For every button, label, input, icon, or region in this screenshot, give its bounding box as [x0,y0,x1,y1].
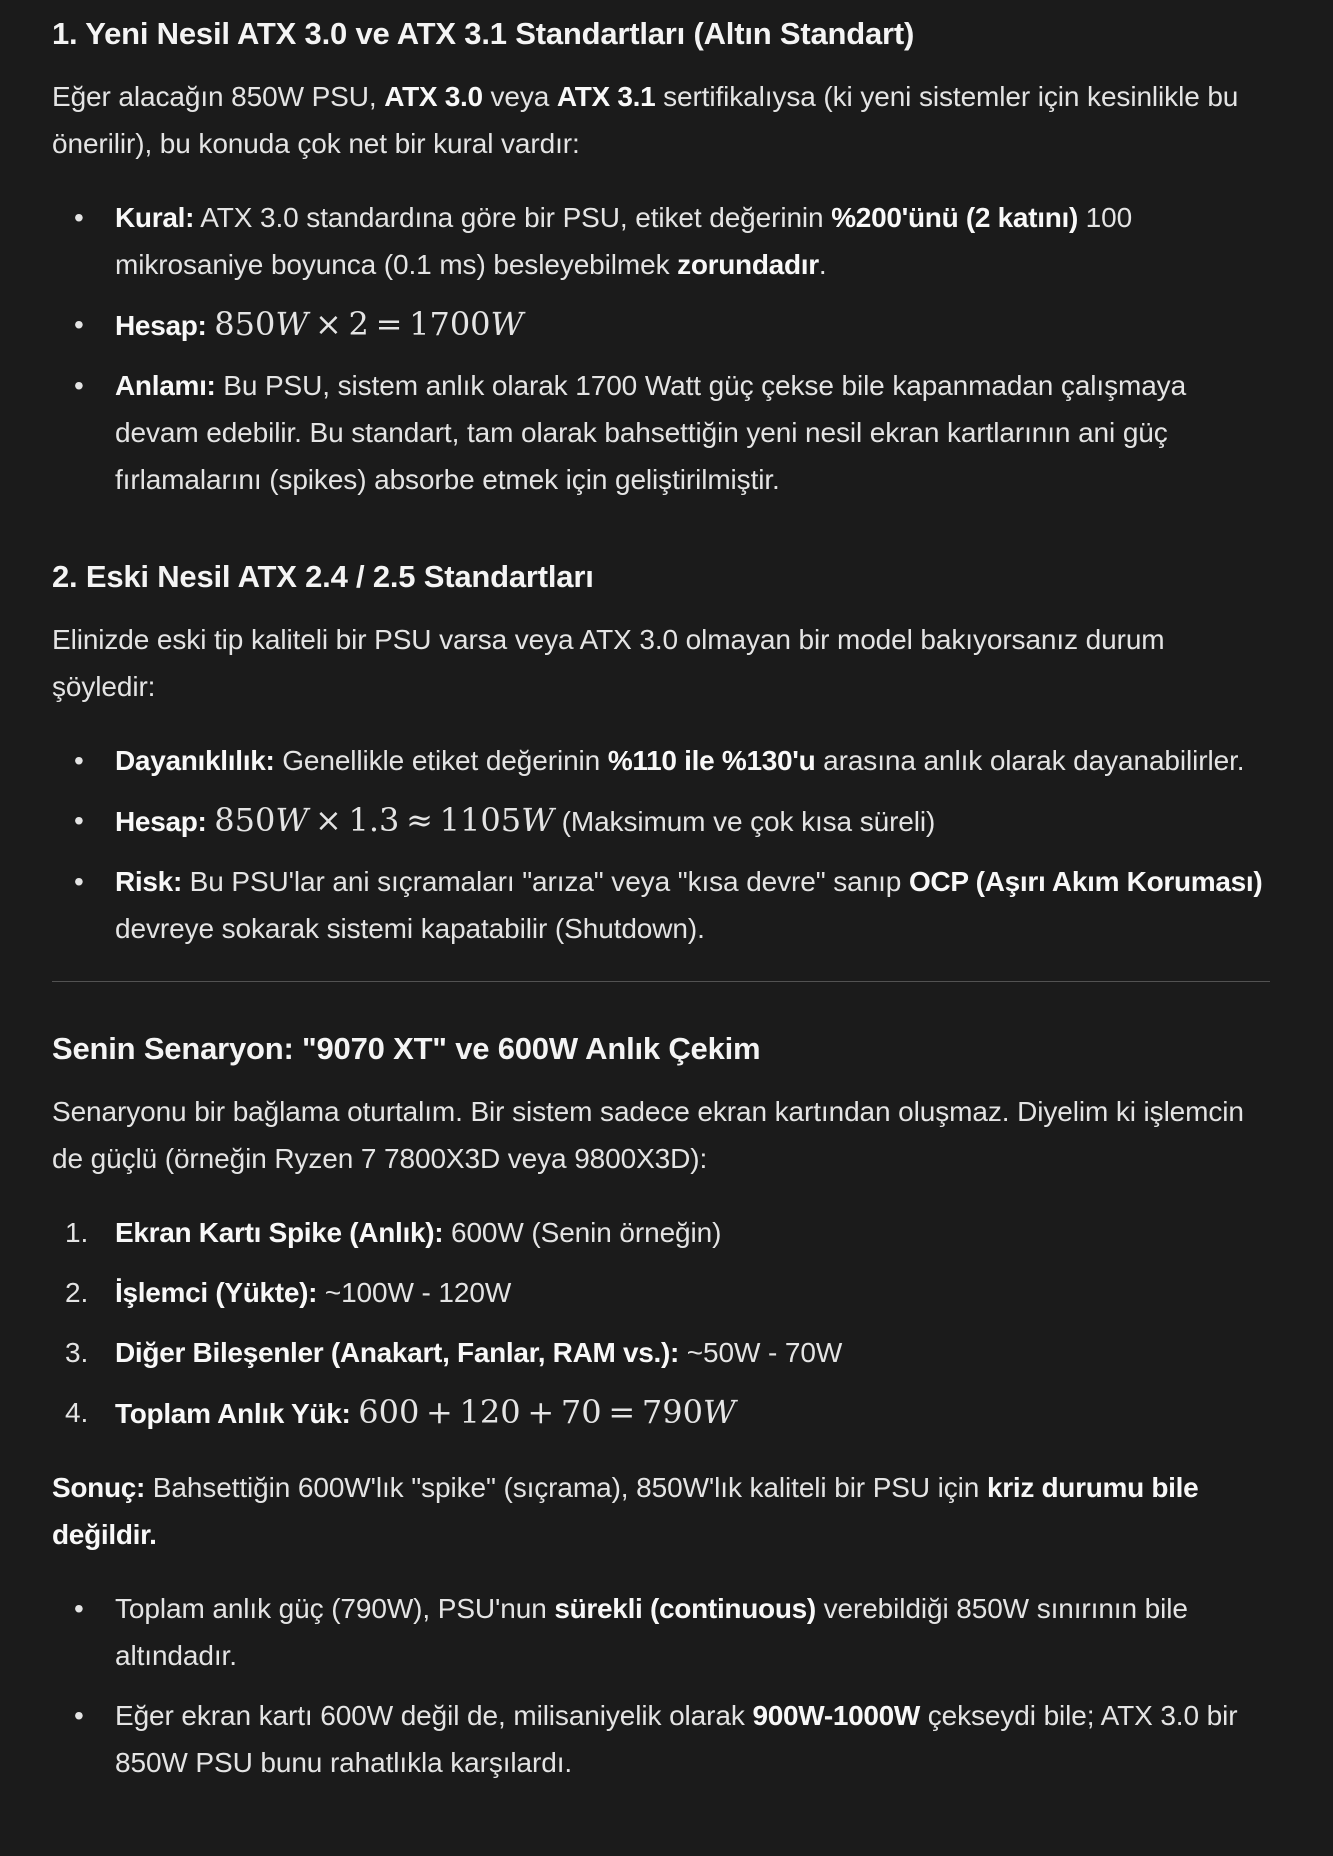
text-run: Bahsettiğin 600W'lık "spike" (sıçrama), 850W'lık kaliteli bir PSU için [145,1472,987,1503]
bold-text: OCP (Aşırı Akım Koruması) [908,866,1263,897]
bold-text: Kural: [115,202,195,233]
list-item [52,1269,1270,1316]
list-item [52,797,1270,845]
text-run: Eğer alacağın 850W PSU, [52,81,385,112]
list-item [52,1389,1270,1437]
bullet-list [52,1572,1270,1799]
list-marker: 3. [65,1337,89,1368]
text-run: ~100W - 120W [317,1277,512,1308]
text-run: 600W (Senin örneğin) [443,1217,722,1248]
text-run: Bu PSU, sistem anlık olarak 1700 Watt güç çekse bile kapanmadan çalışmaya devam edebilir. Bu standart, tam olarak bahsettiğin yeni nesil ekran kartlarının ani güç fırlamalarını (spikes) absorbe etmek için geliştirilmiştir. [115,370,1187,495]
bold-text: %110 ile %130'u [607,745,816,776]
bold-text: Hesap: [115,310,207,341]
list-item [52,301,1270,349]
bold-text: Sonuç: [52,1472,146,1503]
text-run: 1. Yeni Nesil ATX 3.0 ve ATX 3.1 Standartları (Altın Standart) [52,16,915,51]
math-variable: W [275,801,309,839]
math-number: 1700 [409,305,491,343]
numbered-list [52,1196,1270,1450]
assistant-message [52,0,1270,1799]
text-run: sertifikalıysa (ki yeni sistemler için kesinlikle bu önerilir), bu konuda çok net bir kural vardır: [52,81,1239,159]
text-run: ~50W - 70W [679,1337,843,1368]
text-run: Bu PSU'lar ani sıçramaları "arıza" veya "kısa devre" sanıp [181,866,909,897]
list-marker: 4. [65,1397,89,1428]
bullet-list [52,724,1270,965]
list-item [52,737,1270,784]
text-run: 2. Eski Nesil ATX 2.4 / 2.5 Standartları [52,559,594,594]
bold-text: Risk: [115,866,182,897]
bold-text: %200'ünü (2 katını) [831,202,1078,233]
text-run: Eğer ekran kartı 600W değil de, milisaniyelik olarak [115,1700,753,1731]
list-item [52,1585,1270,1679]
bold-text: ATX 3.0 [384,81,483,112]
text-run: verebildiği 850W sınırının bile altındadır. [115,1593,1188,1671]
math-operator: = [608,1393,636,1431]
math-number: 1.3 [348,801,400,839]
math-number: 120 [459,1393,521,1431]
list-item [52,362,1270,503]
bullet-list [52,181,1270,516]
math-operator: = [375,305,403,343]
math-variable: W [275,305,309,343]
math-operator: + [527,1393,555,1431]
math-number: 600 [358,1393,420,1431]
list-item [52,858,1270,952]
bold-text: Anlamı: [115,370,216,401]
math-number: 1105 [439,801,522,839]
text-run: Genellikle etiket değerinin [274,745,608,776]
bold-text: sürekli (continuous) [554,1593,816,1624]
math-operator: ≈ [406,801,433,839]
text-run: Senin Senaryon: "9070 XT" ve 600W Anlık Çekim [52,1031,761,1066]
bold-text: kriz durumu bile değildir. [52,1472,1199,1550]
list-marker: 1. [65,1217,89,1248]
list-marker: 2. [65,1277,89,1308]
text-run: . [818,249,827,280]
list-item [52,1692,1270,1786]
math-operator: × [314,305,342,343]
text-run: arasına anlık olarak dayanabilirler. [815,745,1245,776]
text-run: Toplam anlık güç (790W), PSU'nun [115,1593,555,1624]
math-variable: W [490,305,524,343]
text-run: (Maksimum ve çok kısa süreli) [553,806,936,837]
list-item [52,194,1270,288]
section-heading [52,556,1270,598]
section-divider [52,981,1270,982]
bold-text: ATX 3.1 [556,81,656,112]
math-number: 850 [214,305,276,343]
text-run: veya [482,81,557,112]
text-run: Senaryonu bir bağlama oturtalım. Bir sistem sadece ekran kartından oluşmaz. Diyelim ki işlemcin de güçlü (örneğin Ryzen 7 7800X3D veya 9800X3D): [52,1096,1244,1174]
bold-text: Toplam Anlık Yük: [115,1398,351,1429]
paragraph [52,616,1270,710]
section-heading [52,13,1270,55]
math-number: 70 [560,1393,602,1431]
bold-text: Ekran Kartı Spike (Anlık): [115,1217,444,1248]
math-number: 790 [641,1393,703,1431]
math-variable: W [702,1393,736,1431]
text-run: çekseydi bile; ATX 3.0 bir 850W PSU bunu rahatlıkla karşılardı. [115,1700,1238,1778]
math-number: 850 [214,801,276,839]
math-operator: × [314,801,342,839]
bold-text: Diğer Bileşenler (Anakart, Fanlar, RAM vs.): [115,1337,680,1368]
text-run: ATX 3.0 standardına göre bir PSU, etiket değerinin [194,202,832,233]
bold-text: Hesap: [115,806,207,837]
section-heading [52,1028,1270,1070]
math-operator: + [426,1393,453,1431]
text-run: 100 mikrosaniye boyunca (0.1 ms) besleyebilmek [115,202,1133,280]
bold-text: İşlemci (Yükte): [115,1277,318,1308]
paragraph [52,1088,1270,1182]
list-item [52,1329,1270,1376]
paragraph [52,1464,1270,1558]
bold-text: 900W-1000W [752,1700,921,1731]
math-variable: W [521,801,554,839]
text-run: Elinizde eski tip kaliteli bir PSU varsa veya ATX 3.0 olmayan bir model bakıyorsanız durum şöyledir: [52,624,1165,702]
paragraph [52,73,1270,167]
math-number: 2 [348,305,369,343]
list-item [52,1209,1270,1256]
text-run: devreye sokarak sistemi kapatabilir (Shutdown). [115,913,705,944]
bold-text: zorundadır [677,249,819,280]
bold-text: Dayanıklılık: [115,745,275,776]
